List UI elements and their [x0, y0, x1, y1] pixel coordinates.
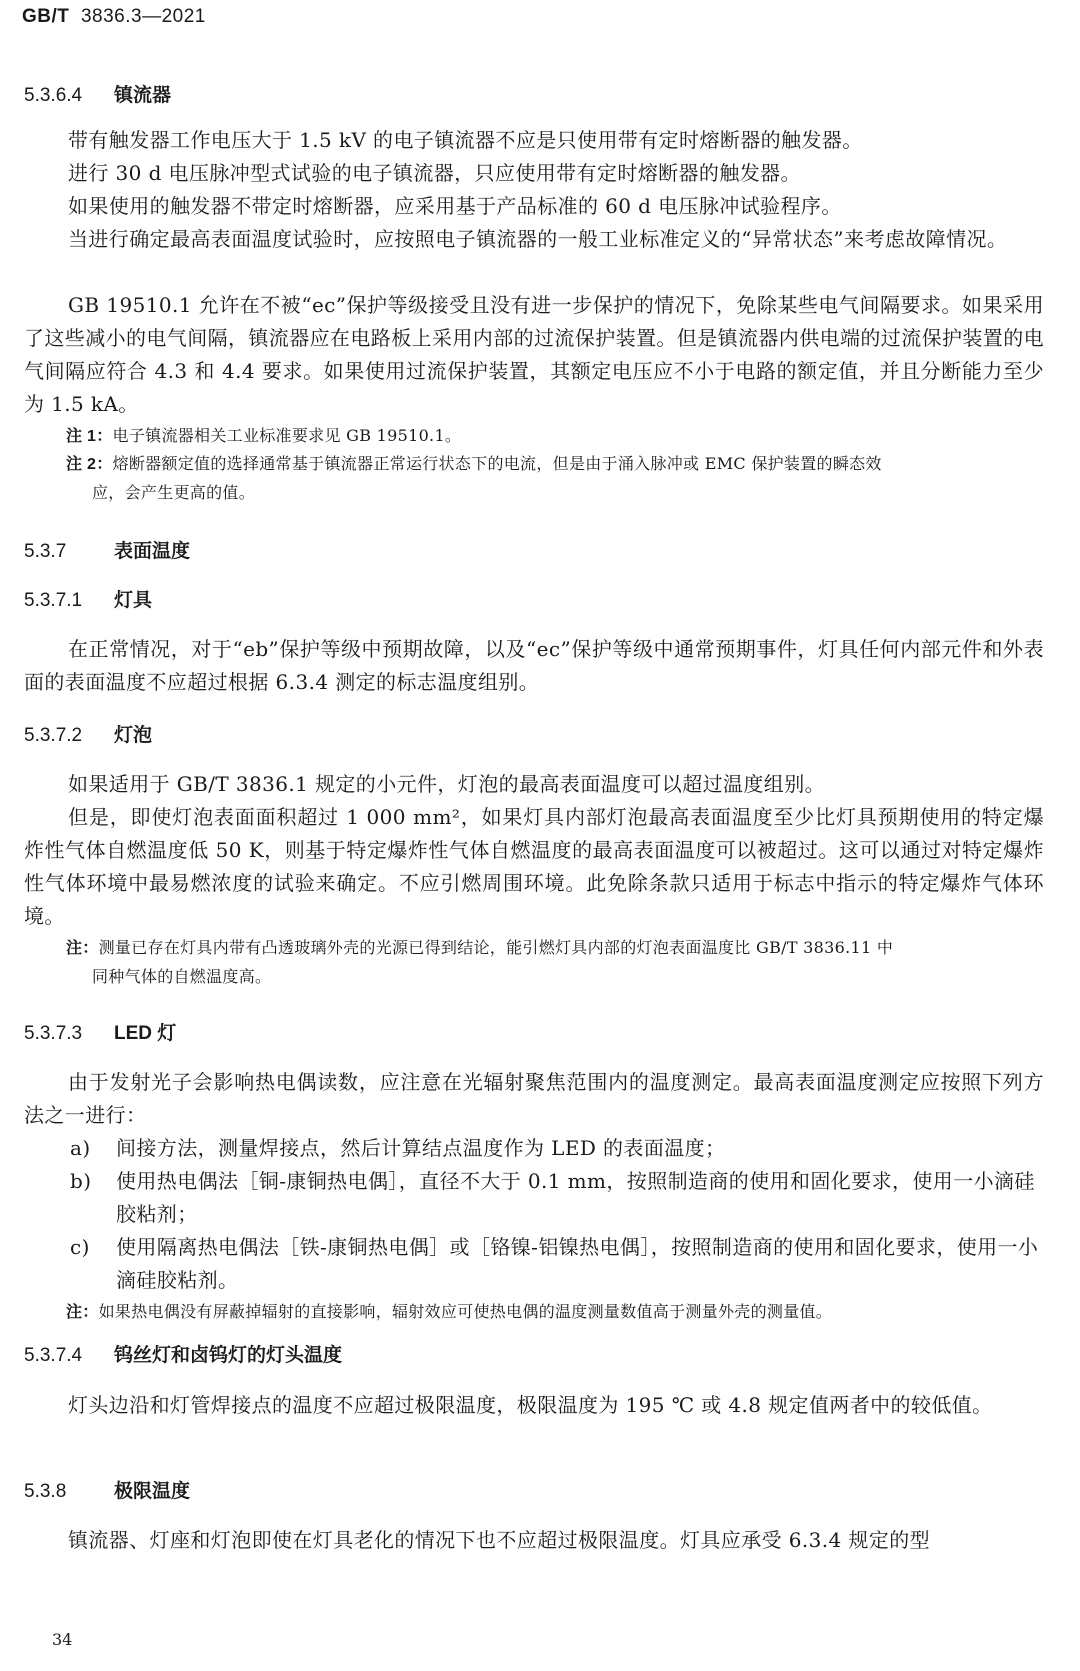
note-label: 注 1： — [66, 428, 113, 445]
section-number: 5.3.7.3 — [24, 1023, 83, 1044]
standard-prefix: GB/T — [22, 6, 70, 27]
note-label: 注： — [66, 1304, 99, 1321]
paragraph: 带有触发器工作电压大于 1.5 kV 的电子镇流器不应是只使用带有定时熔断器的触发器。 — [68, 128, 863, 152]
section-title: 灯泡 — [114, 725, 153, 746]
section-number: 5.3.7 — [24, 541, 67, 562]
section-title: LED 灯 — [114, 1023, 177, 1044]
note — [66, 422, 1050, 451]
note — [66, 934, 1050, 991]
section-heading-5373 — [24, 1018, 176, 1045]
section-heading-5374 — [24, 1340, 342, 1367]
paragraph: 灯头边沿和灯管焊接点的温度不应超过极限温度，极限温度为 195 ℃ 或 4.8 规定值两者中的较低值。 — [68, 1393, 993, 1417]
list-item — [70, 1231, 1050, 1297]
section-title: 表面温度 — [114, 541, 191, 562]
section-number: 5.3.8 — [24, 1481, 67, 1502]
note-text: 如果热电偶没有屏蔽掉辐射的直接影响，辐射效应可使热电偶的温度测量数值高于测量外壳的测量值。 — [98, 1302, 833, 1321]
standard-header — [22, 6, 206, 28]
section-number: 5.3.7.2 — [24, 725, 83, 746]
section-heading-5372 — [24, 720, 152, 747]
list-item-text: 间接方法，测量焊接点，然后计算结点温度作为 LED 的表面温度； — [116, 1136, 726, 1160]
section-title: 灯具 — [114, 590, 153, 611]
section-heading-5364 — [24, 80, 171, 107]
section-title: 极限温度 — [114, 1481, 191, 1502]
paragraph: 进行 30 d 电压脉冲型式试验的电子镇流器，只应使用带有定时熔断器的触发器。 — [68, 161, 801, 185]
section-title: 钨丝灯和卤钨灯的灯头温度 — [114, 1345, 343, 1366]
note-text-continued: 同种气体的自燃温度高。 — [92, 967, 272, 986]
page-number: 34 — [52, 1630, 73, 1649]
paragraph: 在正常情况，对于“eb”保护等级中预期故障，以及“ec”保护等级中通常预期事件，灯具任何内部元件和外表面的表面温度不应超过根据 6.3.4 测定的标志温度组别。 — [24, 637, 1044, 694]
paragraph: GB 19510.1 允许在不被“ec”保护等级接受且没有进一步保护的情况下，免除某些电气间隔要求。如果采用了这些减小的电气间隔，镇流器应在电路板上采用内部的过流保护装置。但是镇流器内供电端的过流保护装置的电气间隔应符合 4.3 和 4.4 要求。如果使用过流保护装置，其额定电压应不小于电路的额定值，并且分断能力至少为 1.5 kA。 — [24, 293, 1044, 416]
note-label: 注： — [66, 940, 99, 957]
list-item-text: 使用热电偶法［铜-康铜热电偶］，直径不大于 0.1 mm，按照制造商的使用和固化要求，使用一小滴硅胶粘剂； — [116, 1169, 1035, 1226]
note-text: 熔断器额定值的选择通常基于镇流器正常运行状态下的电流，但是由于涌入脉冲或 EMC 保护装置的瞬态效 — [112, 454, 882, 473]
note — [66, 450, 1050, 507]
list-marker: c) — [70, 1235, 90, 1259]
section-number: 5.3.7.4 — [24, 1345, 83, 1366]
list-marker: a) — [70, 1136, 91, 1160]
standard-number: 3836.3—2021 — [80, 6, 206, 27]
paragraph: 当进行确定最高表面温度试验时，应按照电子镇流器的一般工业标准定义的“异常状态”来考虑故障情况。 — [68, 227, 1008, 251]
note — [66, 1298, 1050, 1327]
list-marker: b) — [70, 1169, 92, 1193]
section-heading-537 — [24, 536, 190, 563]
paragraph: 但是，即使灯泡表面面积超过 1 000 mm²，如果灯具内部灯泡最高表面温度至少比灯具预期使用的特定爆炸性气体自燃温度低 50 K，则基于特定爆炸性气体自燃温度的最高表面温度可以被超过。这可以通过对特定爆炸性气体环境中最易燃浓度的试验来确定。不应引燃周围环境。此免除条款只适用于标志中指示的特定爆炸气体环境。 — [24, 805, 1044, 928]
paragraph: 镇流器、灯座和灯泡即使在灯具老化的情况下也不应超过极限温度。灯具应承受 6.3.4 规定的型 — [68, 1528, 931, 1552]
list-item-text: 使用隔离热电偶法［铁-康铜热电偶］或［铬镍-铝镍热电偶］，按照制造商的使用和固化要求，使用一小滴硅胶粘剂。 — [116, 1235, 1039, 1292]
paragraph: 由于发射光子会影响热电偶读数，应注意在光辐射聚焦范围内的温度测定。最高表面温度测定应按照下列方法之一进行： — [24, 1070, 1044, 1127]
list-item — [70, 1132, 1050, 1165]
section-number: 5.3.6.4 — [24, 85, 83, 106]
note-text-continued: 应，会产生更高的值。 — [92, 483, 256, 502]
list-item — [70, 1165, 1050, 1231]
note-text: 测量已存在灯具内带有凸透玻璃外壳的光源已得到结论，能引燃灯具内部的灯泡表面温度比 GB/T 3836.11 中 — [98, 938, 894, 957]
section-heading-5371 — [24, 585, 152, 612]
paragraph: 如果使用的触发器不带定时熔断器，应采用基于产品标准的 60 d 电压脉冲试验程序。 — [68, 194, 842, 218]
paragraph: 如果适用于 GB/T 3836.1 规定的小元件，灯泡的最高表面温度可以超过温度组别。 — [68, 772, 826, 796]
note-text: 电子镇流器相关工业标准要求见 GB 19510.1。 — [112, 426, 462, 445]
section-number: 5.3.7.1 — [24, 590, 83, 611]
note-label: 注 2： — [66, 456, 113, 473]
section-heading-538 — [24, 1476, 190, 1503]
section-title: 镇流器 — [114, 85, 172, 106]
